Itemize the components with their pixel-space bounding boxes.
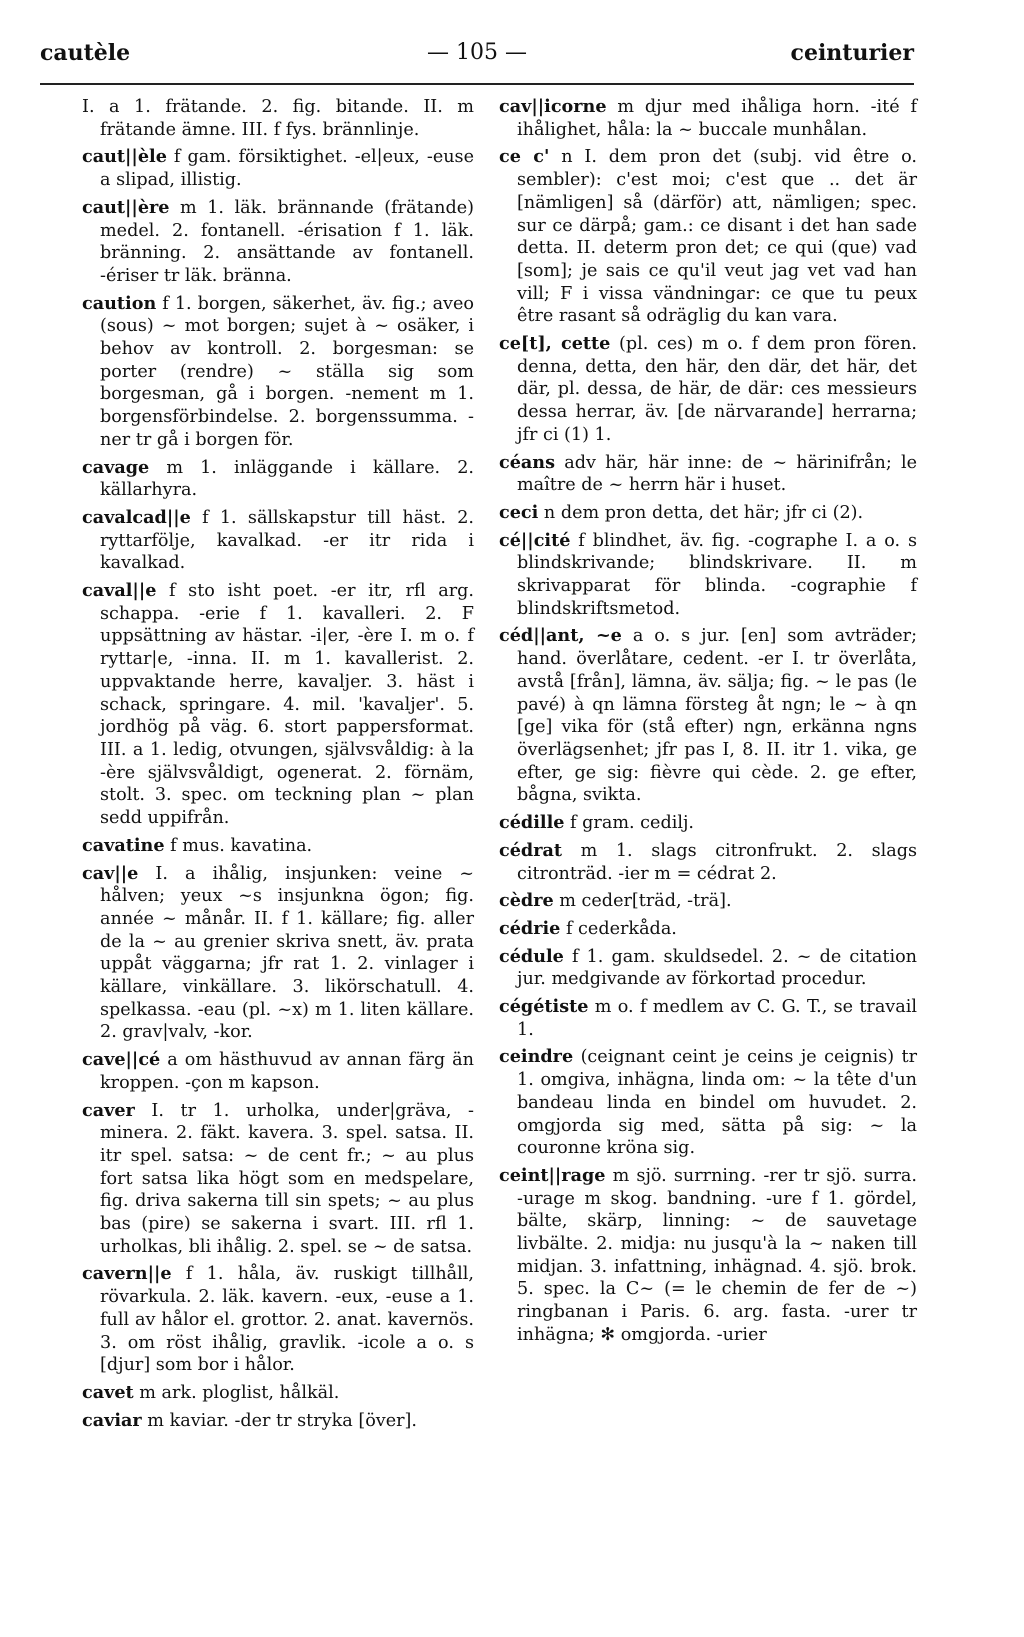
entry-headword: caval||e <box>82 580 157 602</box>
dictionary-entry <box>82 1382 474 1405</box>
dictionary-entry <box>82 1263 474 1377</box>
entry-definition: f gram. cedilj. <box>570 813 695 834</box>
entry-headword: ce c' <box>499 146 550 168</box>
entry-definition: n I. dem pron det (subj. vid être o. sembler): c'est moi; c'est que .. det är [nämligen] så (därför) att, nämligen; spec. sur ce därpå; gam.: ce disant i det han sade detta. II. determ pron det; ce qui (que) vad [som]; je sais ce qu'il veut jag vet vad han vill; F i vissa vändningar: ce que tu peux être rasant så odräglig du kan vara. <box>517 147 917 327</box>
dictionary-entry <box>82 146 474 191</box>
dictionary-entry <box>499 333 917 447</box>
entry-headword: cédrat <box>499 839 563 861</box>
entry-headword: cégétiste <box>499 996 589 1018</box>
dictionary-entry <box>499 840 917 885</box>
entry-headword: cédule <box>499 945 564 967</box>
dictionary-entry <box>82 96 474 141</box>
entry-headword: cav||icorne <box>499 96 607 117</box>
entry-definition: f 1. sällskapstur till häst. 2. ryttarfölje, kavalkad. -er itr rida i kavalkad. <box>100 507 474 574</box>
dictionary-entry <box>82 507 474 575</box>
entry-headword: cavalcad||e <box>82 506 191 528</box>
entry-headword: cavet <box>82 1381 134 1403</box>
entry-definition: n dem pron detta, det här; jfr ci (2). <box>543 502 864 523</box>
header-right-guideword: ceinturier <box>790 40 914 66</box>
dictionary-entry <box>499 625 917 807</box>
entry-headword: caviar <box>82 1409 142 1431</box>
dictionary-entry <box>82 580 474 830</box>
entry-headword: ceint||rage <box>499 1164 606 1186</box>
entry-definition: (ceignant ceint je ceins je ceignis) tr 1. omgiva, inhägna, linda om: ~ la tête d'un bandeau linda en bindel om huvudet. 2. omgjorda sig med, sätta på sig: ~ la couronne kröna sig. <box>517 1047 917 1159</box>
entry-headword: ceci <box>499 501 539 523</box>
entry-definition: f gam. försiktighet. -el|eux, -euse a slipad, illistig. <box>100 147 475 191</box>
entry-headword: cavern||e <box>82 1263 172 1285</box>
entry-headword: céd||ant, ~e <box>499 625 622 647</box>
right-column <box>499 96 917 1352</box>
dictionary-entry <box>82 1049 474 1094</box>
dictionary-entry <box>82 1410 474 1433</box>
dictionary-entry <box>499 530 917 621</box>
dictionary-entry <box>499 1046 917 1160</box>
entry-definition: f mus. kavatina. <box>170 835 313 856</box>
entry-headword: caut||èle <box>82 146 167 168</box>
page-number: — 105 — <box>427 40 527 65</box>
entry-definition: (pl. ces) m o. f dem pron fören. denna, detta, den här, den där, det här, det där, pl. dessa, de här, de där: ces messieurs dessa herrar, äv. [de närvarande] herrarna; jfr ci (1) 1. <box>517 334 918 445</box>
entry-headword: ceindre <box>499 1046 574 1068</box>
dictionary-entry <box>499 502 917 525</box>
entry-definition: I. a ihålig, insjunken: veine ~ hålven; yeux ~s insjunkna ögon; fig. année ~ månår. II. f 1. källare; fig. aller de la ~ au grenier skriva snett, äv. prata uppåt väggarna; jfr rat 1. 2. vinlager i källare, vinkällare. 3. likörschatull. 4. spelkassa. -eau (pl. ~x) m 1. liten källare. 2. grav|valv, -kor. <box>100 863 474 1043</box>
dictionary-entry <box>499 996 917 1041</box>
dictionary-entry <box>499 146 917 328</box>
left-column <box>82 96 474 1437</box>
entry-headword: cédille <box>499 812 565 834</box>
entry-headword: cèdre <box>499 890 554 912</box>
entry-headword: céans <box>499 451 556 473</box>
dictionary-entry <box>82 457 474 502</box>
entry-headword: cavatine <box>82 834 165 856</box>
entry-definition: m 1. slags citronfrukt. 2. slags citronträd. -ier m = cédrat 2. <box>517 840 918 884</box>
dictionary-entry <box>82 293 474 452</box>
entry-definition: m ceder[träd, -trä]. <box>559 891 732 912</box>
dictionary-entry <box>82 197 474 288</box>
entry-headword: cavage <box>82 456 150 478</box>
entry-definition: adv här, här inne: de ~ härinifrån; le maître de ~ herrn här i huset. <box>517 452 917 496</box>
dictionary-entry <box>82 1100 474 1259</box>
entry-definition: m 1. läk. brännande (frätande) medel. 2. fontanell. -érisation f 1. läk. bränning. 2. ansättande av fontanell. -ériser tr läk. bränna. <box>100 197 475 286</box>
entry-headword: caution <box>82 292 157 314</box>
entry-definition: I. tr 1. urholka, under|gräva, -minera. 2. fäkt. kavera. 3. spel. satsa. II. itr spel. satsa: ~ de cent fr.; ~ au plus fort satsa lika högt som en medspelare, fig. driva sakerna till sin spets; ~ au plus bas (pire) se sakerna i svart. III. rfl 1. urholkas, bli ihålig. 2. spel. se ~ de satsa. <box>100 1100 475 1257</box>
entry-definition: m sjö. surrning. -rer tr sjö. surra. -urage m skog. bandning. -ure f 1. gördel, bälte, skärp, linning: ~ de sauvetage livbälte. 2. midja: nu jusqu'à la ~ naken till midjan. 3. infattning, inhägnad. 4. sjö. brok. 5. spec. la C~ (= le chemin de fer de ~) ringbanan i Paris. 6. arg. fasta. -urer tr inhägna; ✻ omgjorda. -urier <box>517 1165 917 1345</box>
entry-definition: f blindhet, äv. fig. -cographe I. a o. s blindskrivande; blindskrivare. II. m skrivapparat för blinda. -cographie f blindskriftsmetod. <box>517 530 917 619</box>
entry-definition: m ark. ploglist, hålkäl. <box>139 1382 340 1403</box>
entry-definition: f 1. gam. skuldsedel. 2. ~ de citation jur. medgivande av förkortad procedur. <box>517 946 917 990</box>
entry-headword: cé||cité <box>499 529 571 551</box>
entry-definition: f 1. håla, äv. ruskigt tillhåll, rövarkula. 2. läk. kavern. -eux, -euse a 1. full av hålor el. grottor. 2. anat. kavernös. 3. om röst ihålig, gravlik. -icole a o. s [djur] som bor i hålor. <box>100 1264 475 1376</box>
dictionary-entry <box>499 452 917 497</box>
entry-headword: ce[t], cette <box>499 333 611 355</box>
dictionary-entry <box>82 863 474 1045</box>
dictionary-entry <box>499 812 917 835</box>
entry-definition: I. a 1. frätande. 2. fig. bitande. II. m frätande ämne. III. f fys. brännlinje. <box>82 97 474 140</box>
entry-definition: m 1. inläggande i källare. 2. källarhyra. <box>100 457 475 501</box>
entry-definition: a o. s jur. [en] som avträder; hand. överlåtare, cedent. -er I. tr överlåta, avstå [från], lämna, äv. sälja; fig. ~ le pas (le pavé) à qn lämna försteg åt ngn; le ~ à qn [ge] vika för (stå efter) ngn, erkänna ngns överlägsenhet; jfr pas I, 8. II. itr 1. vika, ge efter, ge sig: fièvre qui cède. 2. ge efter, bågna, svikta. <box>517 626 918 806</box>
dictionary-entry <box>499 1165 917 1347</box>
dictionary-entry <box>499 96 917 141</box>
entry-definition: m o. f medlem av C. G. T., se travail 1. <box>517 997 917 1040</box>
entry-definition: a om hästhuvud av annan färg än kroppen. -çon m kapson. <box>100 1050 474 1093</box>
entry-headword: cave||cé <box>82 1049 161 1071</box>
page-header <box>40 40 914 72</box>
entry-definition: f sto isht poet. -er itr, rfl arg. schappa. -erie f 1. kavalleri. 2. F uppsättning av hästar. -i|er, -ère I. m o. f ryttar|e, -inna. II. m 1. kavallerist. 2. uppvaktande herre, kavaljer. 3. häst i schack, springare. 4. mil. 'kavaljer'. 5. jordhög på väg. 6. stort pappersformat. III. a 1. ledig, otvungen, självsvåldig: à la -ère självsvåldigt, ogenerat. 2. förnäm, stolt. 3. spec. om teckning plan ~ plan sedd uppifrån. <box>100 581 474 829</box>
entry-headword: caut||ère <box>82 196 170 218</box>
entry-definition: f cederkåda. <box>565 918 677 939</box>
dictionary-entry <box>499 890 917 913</box>
entry-definition: f 1. borgen, säkerhet, äv. fig.; aveo (sous) ~ mot borgen; sujet à ~ osäker, i behov av kontroll. 2. borgesman: se porter (rendre) ~ ställa sig som borgesman, gå i borgen. -nement m 1. borgensförbindelse. 2. borgenssumma. -ner tr gå i borgen för. <box>100 293 474 450</box>
entry-headword: cédrie <box>499 917 561 939</box>
entry-headword: cav||e <box>82 862 139 884</box>
header-left-guideword: cautèle <box>40 40 131 66</box>
entry-definition: m kaviar. -der tr stryka [över]. <box>147 1410 418 1431</box>
entry-headword: caver <box>82 1099 135 1121</box>
entry-definition: m djur med ihåliga horn. -ité f ihålighet, håla: la ~ buccale munhålan. <box>517 97 917 140</box>
dictionary-entry <box>82 835 474 858</box>
header-rule <box>40 83 914 85</box>
dictionary-entry <box>499 918 917 941</box>
dictionary-entry <box>499 946 917 991</box>
